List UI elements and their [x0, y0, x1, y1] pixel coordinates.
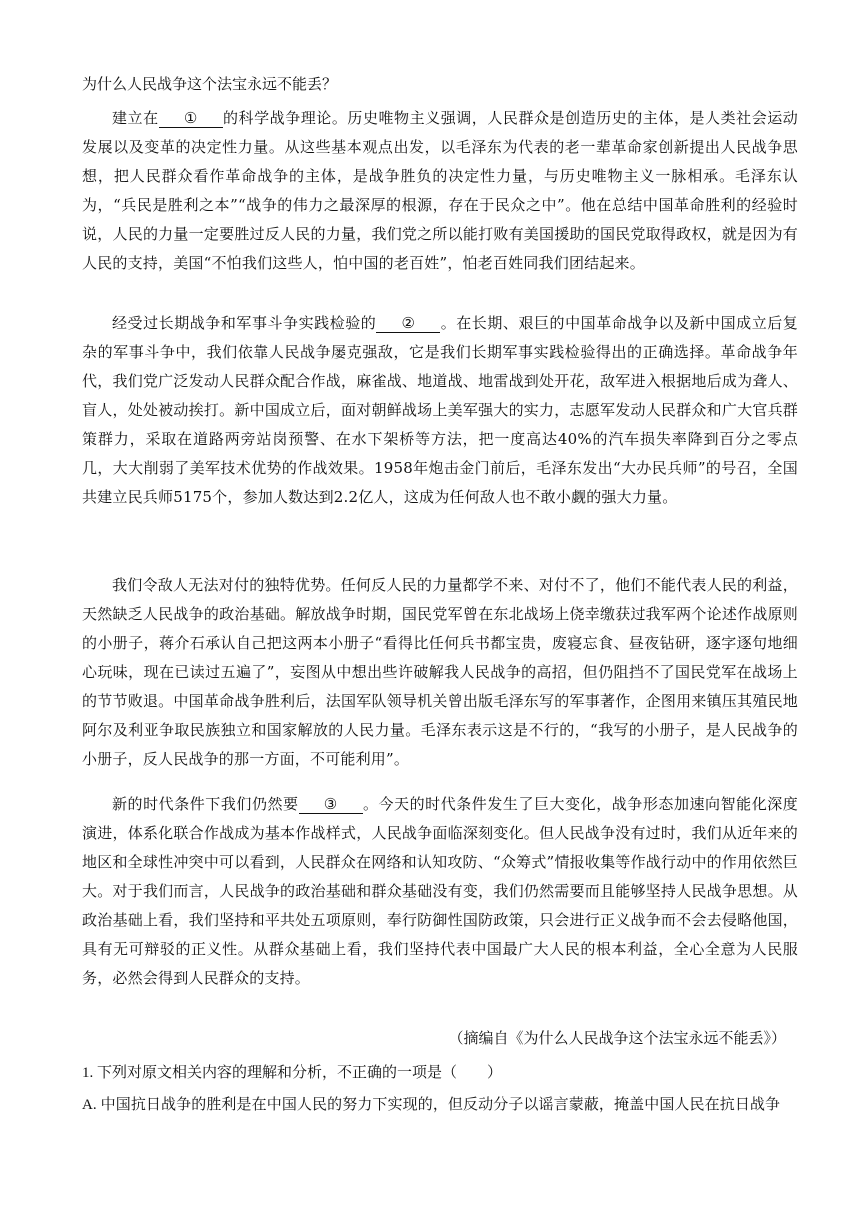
- paragraph-2-body: 。在长期、艰巨的中国革命战争以及新中国成立后复杂的军事斗争中，我们依靠人民战争屡克强敌，它是我们长期军事实践检验得出的正确选择。革命战争年代，我们党广泛发动人民群众配合作战，麻雀战、地道战、地雷战到处开花，敌军进入根据地后成为聋人、盲人，处处被动挨打。新中国成立后，面对朝鲜战场上美军强大的实力，志愿军发动人民群众和广大官兵群策群力，采取在道路两旁站岗预警、在水下架桥等方法，把一度高达40%的汽车损失率降到百分之零点几，大大削弱了美军技术优势的作战效果。1958年炮击金门前后，毛泽东发出“大办民兵师”的号召，全国共建立民兵师5175个，参加人数达到2.2亿人，这成为任何敌人也不敢小觑的强大力量。: [82, 314, 799, 506]
- paragraph-4: [82, 790, 798, 993]
- blank-2: ②: [376, 314, 440, 333]
- question-1: 1. 下列对原文相关内容的理解和分析，不正确的一项是（ ）: [82, 1065, 503, 1081]
- paragraph-1-body: 的科学战争理论。历史唯物主义强调，人民群众是创造历史的主体，是人类社会运动发展以及变革的决定性力量。从这些基本观点出发，以毛泽东为代表的老一辈革命家创新提出人民战争思想，把人民群众看作革命战争的主体，是战争胜负的决定性力量，与历史唯物主义一脉相承。毛泽东认为，“兵民是胜利之本”“战争的伟力之最深厚的根源，存在于民众之中”。他在总结中国革命胜利的经验时说，人民的力量一定要胜过反人民的力量，我们党之所以能打败有美国援助的国民党取得政权，就是因为有人民的支持，美国“不怕我们这些人，怕中国的老百姓”，怕老百姓同我们团结起来。: [82, 109, 798, 272]
- blank-3: ③: [299, 795, 363, 814]
- paragraph-2-lead: 经受过长期战争和军事斗争实践检验的: [112, 314, 377, 332]
- paragraph-1-lead: 建立在: [112, 109, 159, 127]
- paragraph-4-body: 。今天的时代条件发生了巨大变化，战争形态加速向智能化深度演进，体系化联合作战成为基本作战样式，人民战争面临深刻变化。但人民战争没有过时，我们从近年来的地区和全球性冲突中可以看到，人民群众在网络和认知攻防、“众筹式”情报收集等作战行动中的作用依然巨大。对于我们而言，人民战争的政治基础和群众基础没有变，我们仍然需要而且能够坚持人民战争思想。从政治基础上看，我们坚持和平共处五项原则，奉行防御性国防政策，只会进行正义战争而不会去侵略他国，具有无可辩驳的正义性。从群众基础上看，我们坚持代表中国最广大人民的根本利益，全心全意为人民服务，必然会得到人民群众的支持。: [82, 795, 799, 987]
- source-citation: （摘编自《为什么人民战争这个法宝永远不能丢》）: [448, 1029, 786, 1047]
- paragraph-4-lead: 新的时代条件下我们仍然要: [112, 795, 299, 813]
- paragraph-2: [82, 309, 798, 512]
- paragraph-1: [82, 104, 798, 278]
- paragraph-3-body: 我们令敌人无法对付的独特优势。任何反人民的力量都学不来、对付不了，他们不能代表人民的利益，天然缺乏人民战争的政治基础。解放战争时期，国民党军曾在东北战场上侥幸缴获过我军两个论述作战原则的小册子，蒋介石承认自己把这两本小册子“看得比任何兵书都宝贵，废寝忘食、昼夜钻研，逐字逐句地细心玩味，现在已读过五遍了”，妄图从中想出些许破解我人民战争的高招，但仍阻挡不了国民党军在战场上的节节败退。中国革命战争胜利后，法国军队领导机关曾出版毛泽东写的军事著作，企图用来镇压其殖民地阿尔及利亚争取民族独立和国家解放的人民力量。毛泽东表示这是不行的，“我写的小册子，是人民战争的小册子，反人民战争的那一方面，不可能利用”。: [82, 576, 798, 768]
- paragraph-3: [82, 571, 798, 774]
- option-a: A. 中国抗日战争的胜利是在中国人民的努力下实现的，但反动分子以谣言蒙蔽，掩盖中国人民在抗日战争: [82, 1097, 781, 1113]
- blank-1: ①: [159, 109, 223, 128]
- article-title: 为什么人民战争这个法宝永远不能丢？: [82, 75, 338, 93]
